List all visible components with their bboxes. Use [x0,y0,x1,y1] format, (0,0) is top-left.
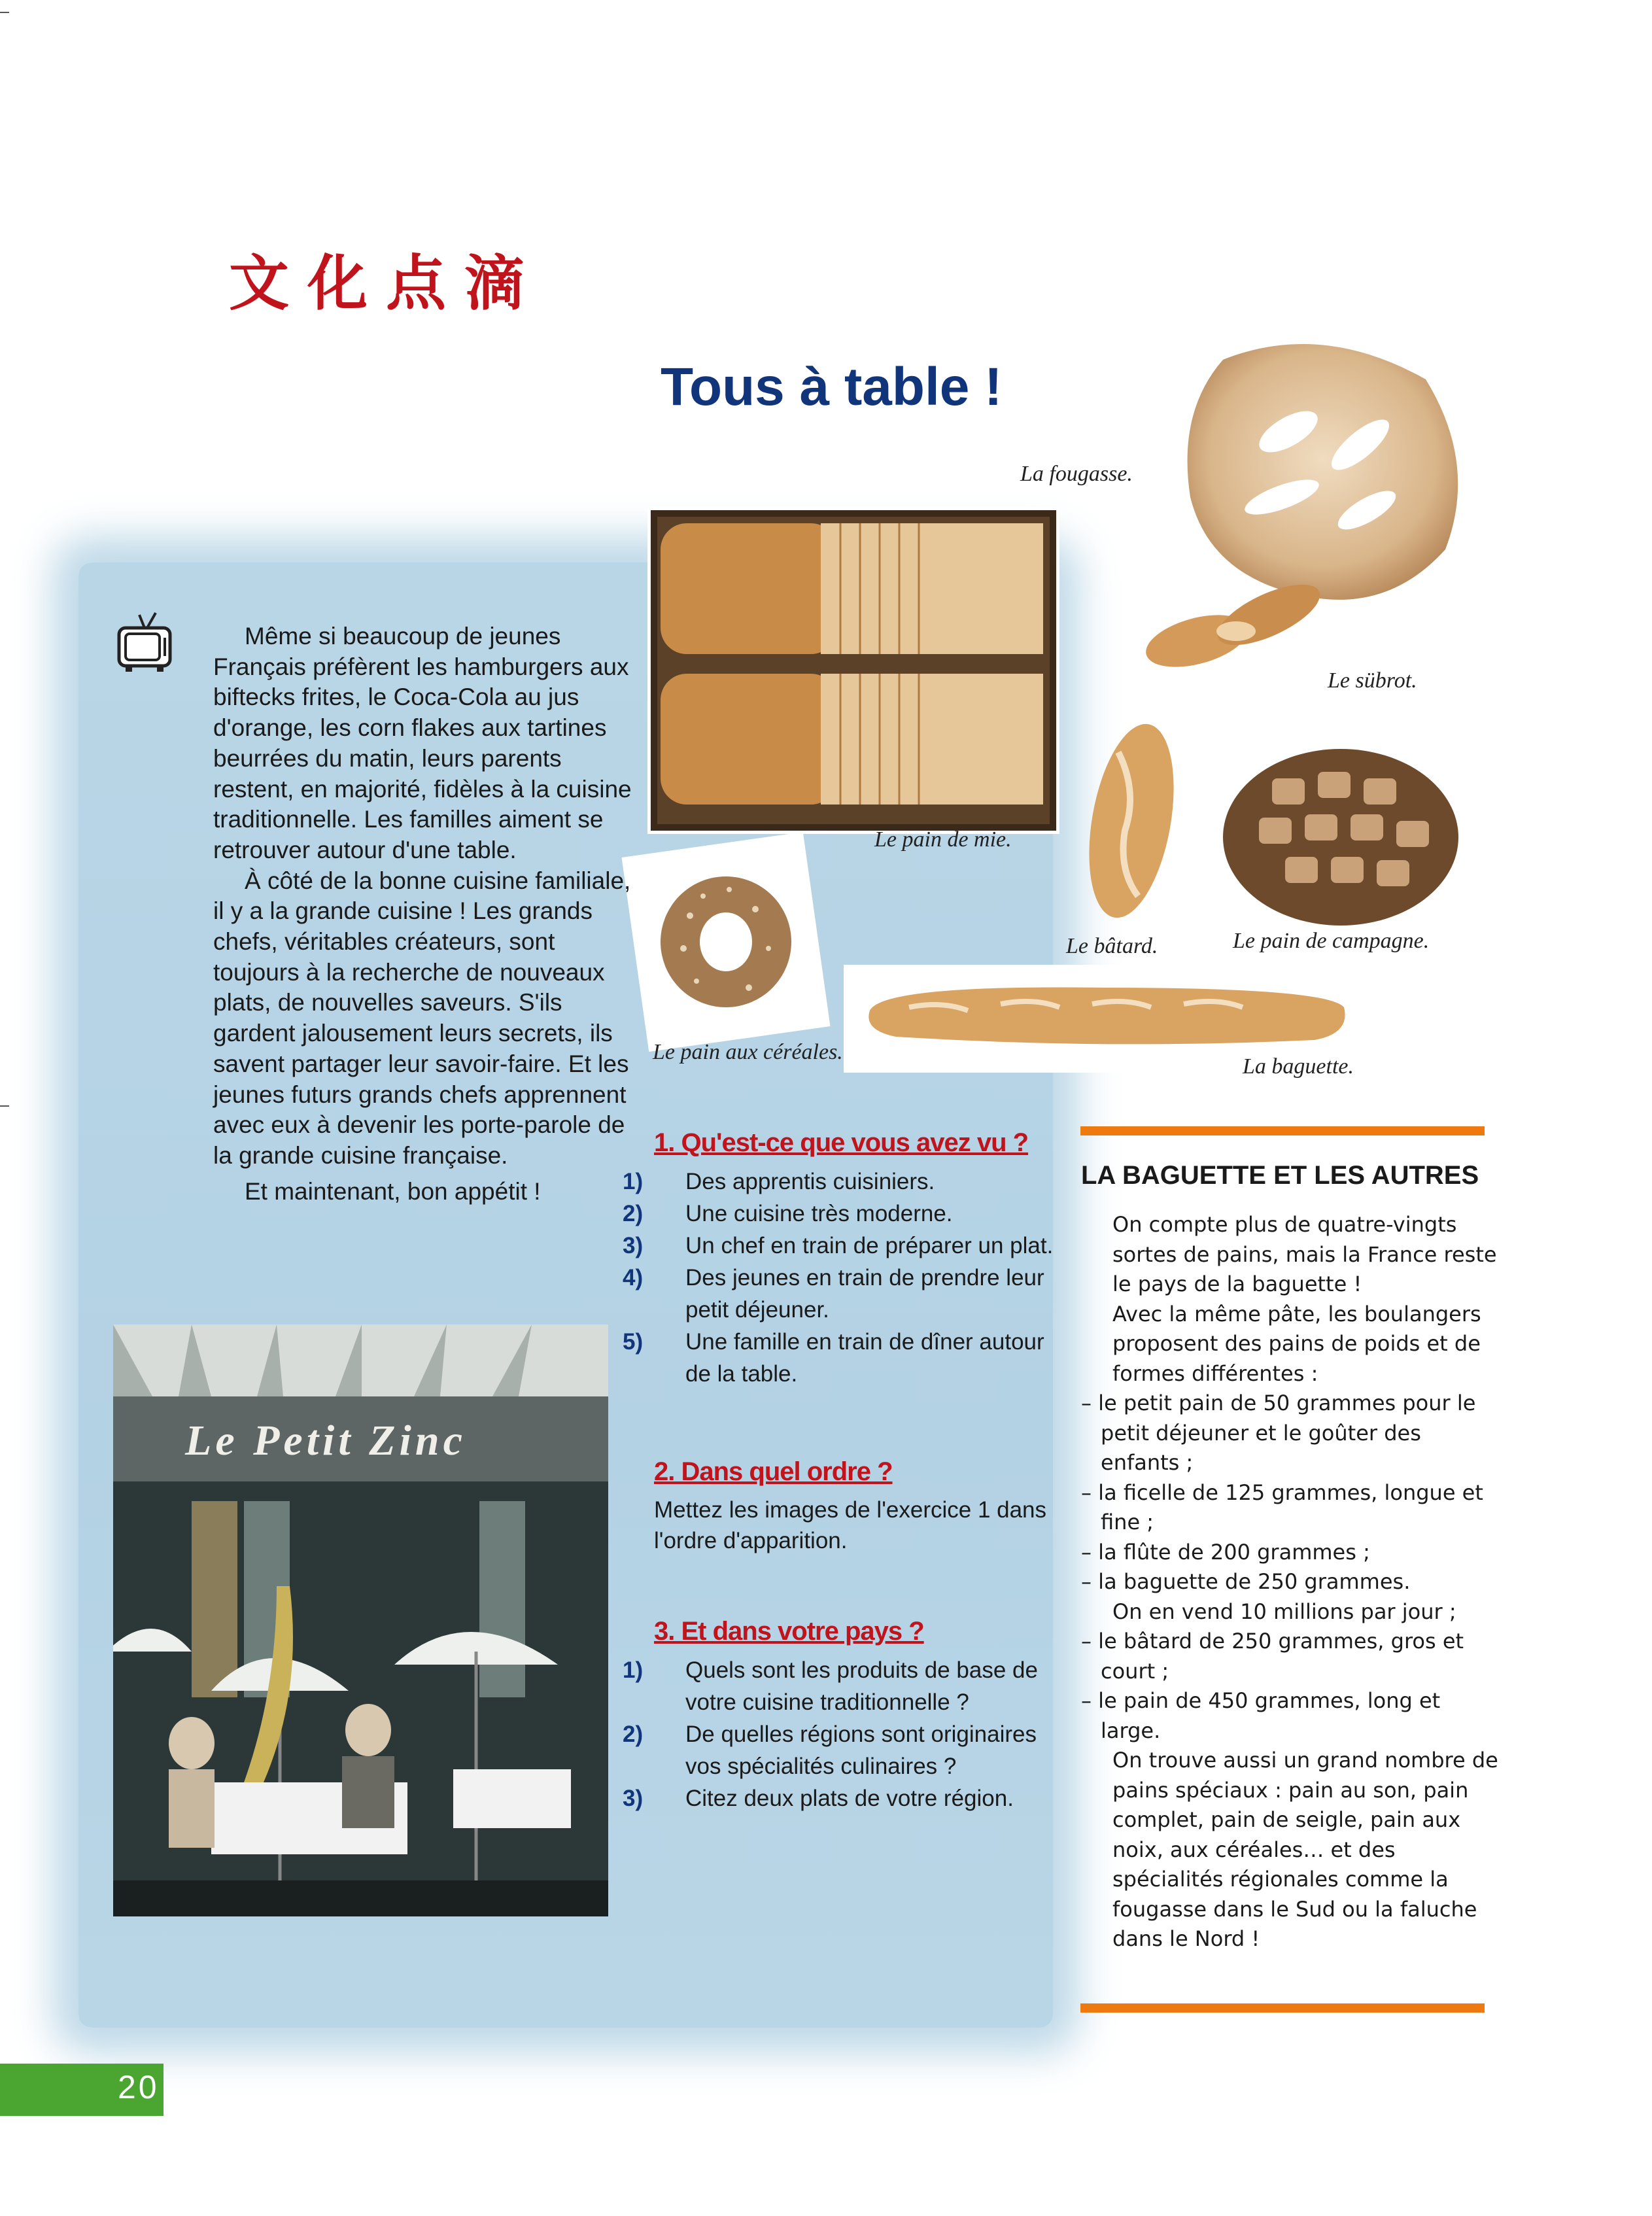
caption-baguette: La baguette. [1243,1054,1354,1079]
box-list-item: – le pain de 450 grammes, long et large. [1081,1688,1441,1743]
list-item: 2) Une cuisine très moderne. [623,1201,953,1226]
caption-subrot: Le sübrot. [1328,668,1417,693]
box-top-bar [1080,1126,1485,1135]
exercise-2 [654,1457,1059,1556]
fougasse-image [1171,334,1471,608]
cafe-scene [113,1324,608,1916]
intro-paragraph: Même si beaucoup de jeunes Français préfèrent les hamburgers aux biftecks frites, le Coca-Cola au jus d'orange, les corn flakes aux tartines beurrées du matin, leurs parents restent, en majorité, fidèles à la cuisine traditionnelle. Les familles aiment se retrouver autour d'une table. [213,623,632,863]
box-paragraph: On compte plus de quatre-vingts sortes de pains, mais la France reste le pays de la baguette ! [1112,1212,1497,1296]
baguette-image [857,971,1354,1056]
box-list-item: – la ficelle de 125 grammes, longue et fine ; [1081,1480,1483,1534]
list-item: 4) Des jeunes en train de prendre leur petit déjeuner. [623,1265,1044,1323]
caption-batard: Le bâtard. [1066,934,1158,958]
intro-paragraph: Et maintenant, bon appétit ! [245,1177,541,1205]
intro-text [213,621,632,1207]
crop-mark [0,1105,9,1107]
page-title-chinese: 文化点滴 [229,249,543,319]
box-list-item: – la flûte de 200 grammes ; [1081,1539,1370,1565]
page-number: 20 [118,2069,160,2105]
box-paragraph: Avec la même pâte, les boulangers proposent des pains de poids et de formes différentes : [1112,1301,1481,1386]
caption-pain-de-mie: Le pain de mie. [874,827,1012,852]
batard-image [1073,713,1190,929]
subrot-image [1138,569,1334,680]
box-text [1081,1210,1500,1954]
cafe-photo [113,1324,608,1916]
list-item: 2) De quelles régions sont originaires vos spécialités culinaires ? [623,1722,1037,1779]
exercise-3 [623,1617,1059,1814]
box-list-item: – le bâtard de 250 grammes, gros et court ; [1081,1629,1464,1684]
list-item: 5) Une famille en train de dîner autour de la table. [623,1329,1044,1387]
exercise-2-text: Mettez les images de l'exercice 1 dans l'ordre d'apparition. [654,1497,1047,1553]
caption-fougasse: La fougasse. [1020,462,1133,486]
tv-icon [116,612,173,674]
pain-aux-cereales-image [644,857,808,1027]
pain-de-mie-image [651,510,1056,831]
box-list-item: – le petit pain de 50 grammes pour le petit déjeuner et le goûter des enfants ; [1081,1391,1476,1475]
exercise-3-list [623,1654,1059,1814]
box-bottom-bar [1080,2003,1485,2013]
exercise-1-title: 1. Qu'est-ce que vous avez vu ? [654,1128,1029,1157]
list-item: 3) Un chef en train de préparer un plat. [623,1233,1054,1258]
list-item: 1) Quels sont les produits de base de votre cuisine traditionnelle ? [623,1657,1038,1715]
box-paragraph: On trouve aussi un grand nombre de pains spéciaux : pain au son, pain complet, pain de seigle, pain aux noix, aux céréales… et des spécialités régionales comme la fougasse dans le Sud ou la faluche dans le Nord ! [1112,1748,1498,1951]
crop-mark [0,12,9,13]
caption-pain-aux-cereales: Le pain aux céréales. [653,1040,843,1064]
exercise-1 [623,1128,1059,1390]
exercise-3-title: 3. Et dans votre pays ? [654,1617,924,1646]
cafe-sign: Le Petit Zinc [185,1417,466,1464]
exercise-1-list [623,1166,1059,1390]
list-item: 3) Citez deux plats de votre région. [623,1786,1014,1811]
box-title: LA BAGUETTE ET LES AUTRES [1081,1161,1479,1190]
box-paragraph: On en vend 10 millions par jour ; [1112,1599,1456,1624]
page-title-french: Tous à table ! [661,357,1003,417]
box-list-item: – la baguette de 250 grammes. [1081,1569,1411,1594]
exercise-2-title: 2. Dans quel ordre ? [654,1457,893,1486]
pain-de-campagne-image [1220,739,1462,929]
list-item: 1) Des apprentis cuisiniers. [623,1169,935,1194]
caption-pain-de-campagne: Le pain de campagne. [1233,929,1430,953]
intro-paragraph: À côté de la bonne cuisine familiale, il y a la grande cuisine ! Les grands chefs, véritables créateurs, sont toujours à la recherche de nouveaux plats, de nouvelles saveurs. S'ils gardent jalousement leurs secrets, ils savent partager leur savoir-faire. Et les jeunes futurs grands chefs apprennent avec eux à devenir les porte-parole de la grande cuisine française. [213,867,631,1169]
